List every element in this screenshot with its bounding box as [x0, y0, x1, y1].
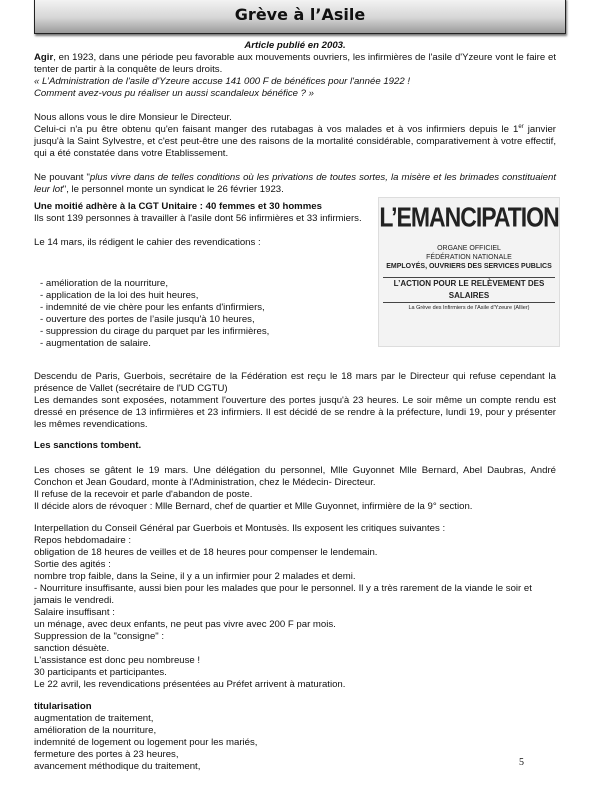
text: Les choses se gâtent le 19 mars. Une délégation du personnel, Mlle Guyonnet Mlle Bernard, Abel Daubras, André Conchon et Jean Goudard, monte à l'Administration, chez le Médecin- Directeur. — [34, 465, 556, 488]
sanctions-section — [34, 440, 556, 513]
quote-line: « L’Administration de l'asile d'Yzeure accuse 141 000 F de bénéfices pour l'année 1922 ! — [34, 76, 410, 87]
final-demands — [34, 701, 556, 773]
list-item: augmentation de traitement, — [34, 713, 154, 724]
italic-quote: plus vivre dans de telles conditions où les privations de toutes sortes, la misère et les brimades constituaient leur lot — [34, 172, 556, 195]
text-line: Repos hebdomadaire : — [34, 535, 132, 546]
superscript: er — [518, 123, 524, 130]
list-item: indemnité de logement ou logement pour les mariés, — [34, 737, 258, 748]
image-text: EMPLOYÉS, OUVRIERS DES SERVICES PUBLICS — [386, 263, 552, 270]
cgt-section — [34, 201, 372, 249]
text-line: Interpellation du Conseil Général par Guerbois et Montusès. Ils exposent les critiques suivantes : — [34, 523, 446, 534]
subtitle: Article publié en 2003. — [244, 40, 346, 51]
quote-line: Comment avez-vous pu réaliser un aussi scandaleux bénéfice ? » — [34, 88, 314, 99]
list-item: - suppression du cirage du parquet par les infirmières, — [40, 326, 270, 337]
title-banner — [34, 0, 566, 34]
text-line: Le 22 avril, les revendications présentées au Préfet arrivent à maturation. — [34, 679, 346, 690]
text-line: Sortie des agités : — [34, 559, 111, 570]
list-item: amélioration de la nourriture, — [34, 725, 157, 736]
text-line: Nous allons vous le dire Monsieur le Directeur. — [34, 112, 232, 123]
text-line: nombre trop faible, dans la Seine, il y a un infirmier pour 2 malades et demi. — [34, 571, 356, 582]
paragraph-directeur — [34, 112, 556, 160]
text: Ne pouvant " — [34, 172, 90, 183]
section-heading: titularisation — [34, 701, 92, 712]
paragraph-syndicat — [34, 172, 556, 196]
list-item: - indemnité de vie chère pour les enfants d'infirmiers, — [40, 302, 265, 313]
page-title: Grève à l’Asile — [234, 5, 366, 24]
masthead: L’EMANCIPATION — [379, 201, 559, 233]
interpellation-section — [34, 523, 556, 691]
section-heading: Une moitié adhère à la CGT Unitaire : 40 femmes et 30 hommes — [34, 201, 322, 212]
paragraph-guerbois — [34, 371, 556, 431]
intro-text: , en 1923, dans une période peu favorable aux mouvements ouvriers, les infirmières de l'asile d'Yzeure vont le faire et tenter de partir à la conquête de leurs droits. — [34, 52, 556, 75]
text: Il décide alors de révoquer : Mlle Bernard, chef de quartier et Mlle Guyonnet, infirmière de la 9° section. — [34, 501, 473, 512]
section-heading: Les sanctions tombent. — [34, 440, 142, 451]
text-line: sanction désuète. — [34, 643, 110, 654]
text: Celui-ci n'a pu être obtenu qu'en faisant manger des rutabagas à vos malades et à vos infirmiers depuis le 1 — [34, 124, 519, 135]
image-text: ORGANE OFFICIEL — [437, 245, 501, 252]
text-line: 30 participants et participantes. — [34, 667, 167, 678]
text-line: obligation de 18 heures de veilles et de 18 heures pour compenser le lendemain. — [34, 547, 378, 558]
list-item: fermeture des portes à 23 heures, — [34, 749, 179, 760]
page-number: 5 — [519, 757, 524, 768]
text: Le 14 mars, ils rédigent le cahier des revendications : — [34, 237, 261, 248]
text: Descendu de Paris, Guerbois, secrétaire de la Fédération est reçu le 18 mars par le Directeur qui refuse cependant la présence de Vallet (secrétaire de l'UD CGTU) — [34, 371, 556, 394]
text: Les demandes sont exposées, notamment l'ouverture des portes jusqu'à 23 heures. Le soir même un compte rendu est dressé en présence de 13 infirmières et 23 infirmiers. Il est décidé de se rendre à la préfecture, lundi 19, pour y présenter les mêmes revendications. — [34, 395, 556, 430]
image-text: FÉDÉRATION NATIONALE — [426, 254, 512, 261]
list-item: avancement méthodique du traitement, — [34, 761, 201, 772]
list-item: - augmentation de salaire. — [40, 338, 151, 349]
text: Il refuse de la recevoir et parle d'abandon de poste. — [34, 489, 253, 500]
text-line: - Nourriture insuffisante, aussi bien pour les malades que pour le personnel. Il y a très rarement de la viande le soir et jamais le vendredi. — [34, 583, 532, 606]
text: ", le personnel monte un syndicat le 26 février 1923. — [62, 184, 284, 195]
intro-bold: Agir — [34, 52, 54, 63]
image-caption: La Grève des Infirmiers de l'Asile d'Yzeure (Allier) — [408, 305, 530, 311]
text-line: un ménage, avec deux enfants, ne peut pas vivre avec 200 F par mois. — [34, 619, 336, 630]
text: janvier jusqu'à la Saint Sylvestre, et c'est peut-être une des raisons de la mortalité considérable, comparativement à votre effectif, qui a été constatée dans votre Etablissement. — [34, 124, 556, 159]
text-line: Salaire insuffisant : — [34, 607, 115, 618]
list-item: - amélioration de la nourriture, — [40, 278, 168, 289]
list-item: - application de la loi des huit heures, — [40, 290, 199, 301]
demands-list — [40, 278, 269, 350]
newspaper-image — [378, 197, 560, 347]
text-line: L'assistance est donc peu nombreuse ! — [34, 655, 201, 666]
list-item: - ouverture des portes de l’asile jusqu'à 10 heures, — [40, 314, 255, 325]
intro-paragraph — [34, 52, 556, 100]
image-headline: L’ACTION POUR LE RELÈVEMENT DES SALAIRES — [383, 277, 555, 303]
text-line: Suppression de la "consigne" : — [34, 631, 165, 642]
text: Ils sont 139 personnes à travailler à l'asile dont 56 infirmières et 33 infirmiers. — [34, 213, 362, 224]
